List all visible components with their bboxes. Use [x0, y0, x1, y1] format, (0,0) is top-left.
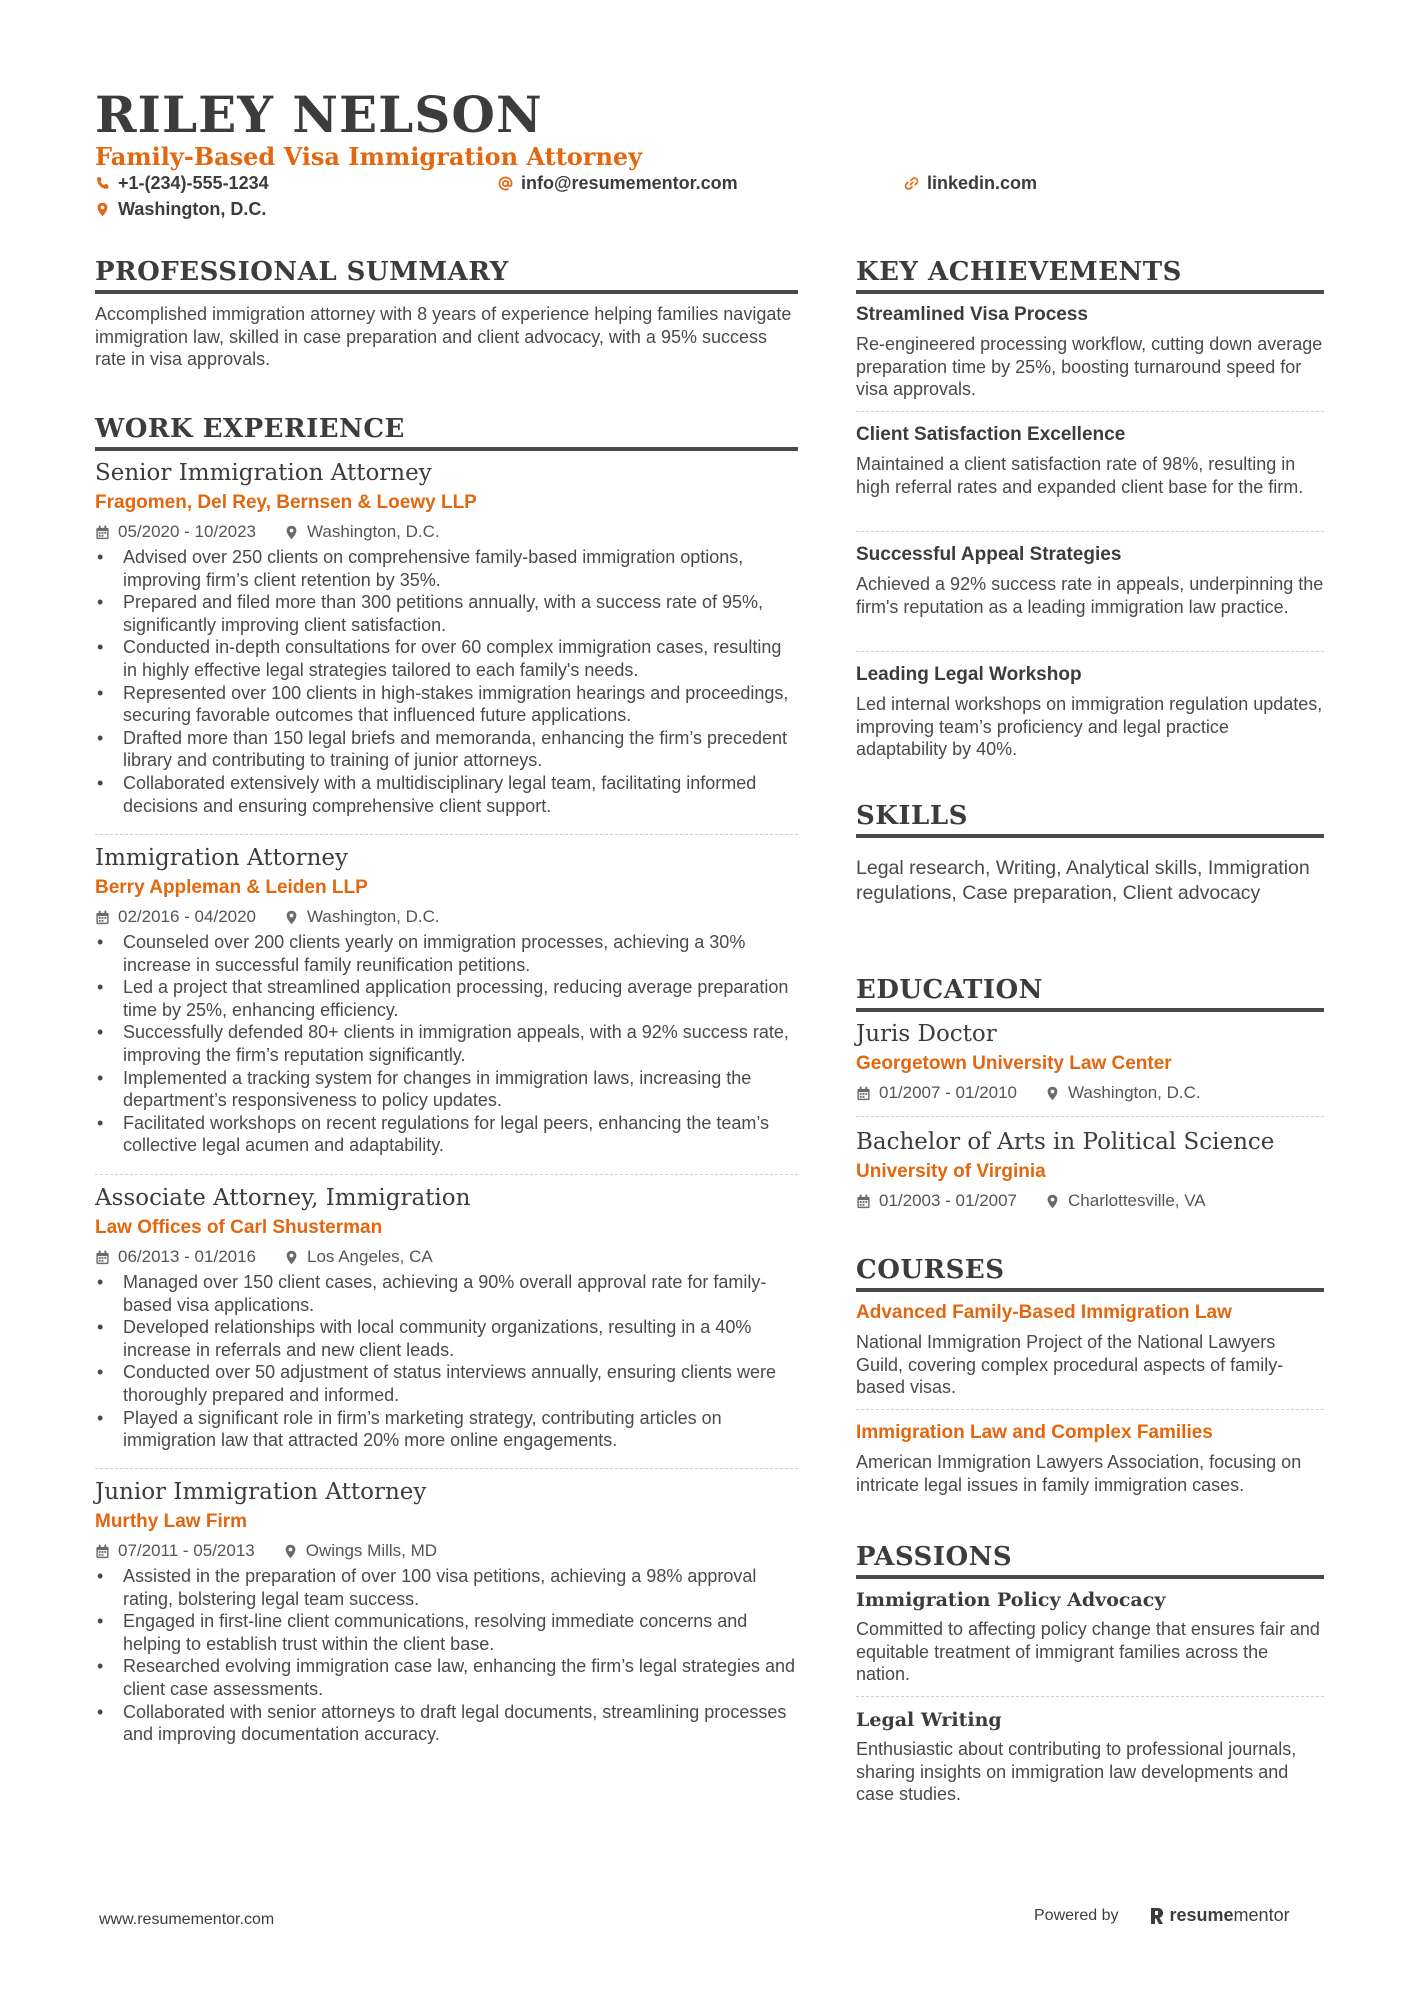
phone-text: +1-(234)-555-1234 [118, 173, 269, 193]
at-icon [498, 176, 513, 191]
job-bullets [95, 546, 798, 817]
divider [856, 1696, 1324, 1697]
link-icon [904, 176, 919, 191]
bullet-item: • Collaborated extensively with a multidisciplinary legal team, facilitating informed decisions and ensuring comprehensive client support. [95, 772, 798, 817]
company-name: Berry Appleman & Leiden LLP [95, 877, 368, 898]
calendar-icon [95, 525, 110, 540]
footer-website[interactable]: www.resumementor.com [99, 1911, 275, 1928]
job-title: Junior Immigration Attorney [95, 1479, 427, 1505]
contact-linkedin[interactable] [904, 172, 1037, 194]
passion-title: Immigration Policy Advocacy [856, 1589, 1166, 1611]
education-meta [856, 1082, 1324, 1104]
company-name: Murthy Law Firm [95, 1511, 248, 1532]
job-dates: 02/2016 - 04/2020 [118, 907, 257, 926]
achievement-title: Leading Legal Workshop [856, 664, 1082, 685]
divider [95, 1468, 798, 1469]
job-location: Owings Mills, MD [305, 1541, 438, 1560]
divider [856, 411, 1324, 412]
achievement-item [856, 663, 1324, 761]
passion-item [856, 1708, 1324, 1806]
resumementor-logo-icon [1149, 1906, 1165, 1926]
summary-heading: PROFESSIONAL SUMMARY [95, 256, 798, 294]
job-bullets [95, 931, 798, 1157]
job-bullets [95, 1565, 798, 1746]
course-desc: National Immigration Project of the National Lawyers Guild, covering complex procedural aspects of family-based visas. [856, 1332, 1284, 1398]
education-location: Washington, D.C. [1068, 1083, 1201, 1102]
logo-text-bold: resume [1169, 1905, 1234, 1925]
achievement-title: Streamlined Visa Process [856, 304, 1088, 325]
bullet-item: • Successfully defended 80+ clients in immigration appeals, with a 92% success rate, improving the firm’s reputation significantly. [95, 1021, 798, 1066]
education-meta [856, 1190, 1324, 1212]
location-pin-icon [95, 202, 110, 217]
job-entry [95, 1184, 798, 1452]
skills-heading: SKILLS [856, 800, 1324, 838]
candidate-headline: Family-Based Visa Immigration Attorney [95, 142, 643, 171]
bullet-item: • Played a significant role in firm’s marketing strategy, contributing articles on immigration law that attracted 20% more online engagements. [95, 1407, 798, 1452]
job-dates: 07/2011 - 05/2013 [118, 1541, 255, 1560]
job-meta [95, 1540, 798, 1562]
achievements-heading: KEY ACHIEVEMENTS [856, 256, 1324, 294]
passions-heading: PASSIONS [856, 1541, 1324, 1579]
calendar-icon [95, 910, 110, 925]
divider [856, 531, 1324, 532]
company-name: Law Offices of Carl Shusterman [95, 1217, 383, 1238]
passion-item [856, 1588, 1324, 1686]
course-item [856, 1301, 1324, 1399]
education-dates: 01/2007 - 01/2010 [879, 1083, 1018, 1102]
location-pin-icon [1045, 1194, 1060, 1209]
job-title: Associate Attorney, Immigration [95, 1185, 471, 1211]
achievement-title: Client Satisfaction Excellence [856, 424, 1126, 445]
calendar-icon [95, 1544, 110, 1559]
location-pin-icon [283, 1544, 298, 1559]
bullet-item: • Engaged in first-line client communications, resolving immediate concerns and helping to establish trust within the client base. [95, 1610, 798, 1655]
location-pin-icon [1045, 1086, 1060, 1101]
degree-title: Bachelor of Arts in Political Science [856, 1129, 1275, 1155]
contact-location [95, 198, 266, 220]
courses-heading: COURSES [856, 1254, 1324, 1292]
calendar-icon [95, 1250, 110, 1265]
company-name: Fragomen, Del Rey, Bernsen & Loewy LLP [95, 492, 477, 513]
linkedin-text: linkedin.com [927, 173, 1038, 193]
contact-phone[interactable] [95, 172, 269, 194]
divider [95, 1174, 798, 1175]
achievement-item [856, 303, 1324, 401]
course-title: Immigration Law and Complex Families [856, 1422, 1213, 1443]
job-dates: 06/2013 - 01/2016 [118, 1247, 257, 1266]
bullet-item: • Collaborated with senior attorneys to draft legal documents, streamlining processes and improving documentation accuracy. [95, 1701, 798, 1746]
achievement-desc: Led internal workshops on immigration regulation updates, improving team’s proficiency and legal practice adaptability by 40%. [856, 694, 1323, 760]
job-meta [95, 521, 798, 543]
education-heading: EDUCATION [856, 974, 1324, 1012]
passion-desc: Enthusiastic about contributing to professional journals, sharing insights on immigration law developments and case studies. [856, 1739, 1297, 1805]
job-dates: 05/2020 - 10/2023 [118, 522, 257, 541]
job-entry [95, 459, 798, 817]
bullet-item: • Assisted in the preparation of over 100 visa petitions, achieving a 98% approval rating, bolstering legal team success. [95, 1565, 798, 1610]
achievement-desc: Re-engineered processing workflow, cutting down average preparation time by 25%, boosting turnaround speed for visa approvals. [856, 334, 1323, 400]
summary-text: Accomplished immigration attorney with 8 years of experience helping families navigate immigration law, skilled in case preparation and client advocacy, with a 95% success rate in visa approvals. [95, 304, 792, 370]
course-title: Advanced Family-Based Immigration Law [856, 1302, 1232, 1323]
location-pin-icon [284, 1250, 299, 1265]
logo-text-light: mentor [1233, 1905, 1290, 1925]
job-meta [95, 1246, 798, 1268]
location-pin-icon [284, 910, 299, 925]
school-name: University of Virginia [856, 1161, 1046, 1182]
divider [856, 1409, 1324, 1410]
calendar-icon [856, 1086, 871, 1101]
job-location: Washington, D.C. [307, 522, 440, 541]
job-entry [95, 1478, 798, 1746]
resumementor-logo[interactable] [1149, 1905, 1290, 1926]
education-dates: 01/2003 - 01/2007 [879, 1191, 1018, 1210]
experience-heading: WORK EXPERIENCE [95, 413, 798, 451]
calendar-icon [856, 1194, 871, 1209]
job-location: Los Angeles, CA [307, 1247, 433, 1266]
bullet-item: • Facilitated workshops on recent regulations for legal peers, enhancing the team’s collective legal acumen and adaptability. [95, 1112, 798, 1157]
divider [95, 834, 798, 835]
course-item [856, 1421, 1324, 1496]
bullet-item: • Managed over 150 client cases, achieving a 90% overall approval rate for family-based visa applications. [95, 1271, 798, 1316]
candidate-name: RILEY NELSON [95, 85, 543, 144]
degree-title: Juris Doctor [856, 1021, 997, 1047]
passion-desc: Committed to affecting policy change that ensures fair and equitable treatment of immigrant families across the nation. [856, 1619, 1320, 1685]
divider [856, 651, 1324, 652]
bullet-item: • Advised over 250 clients on comprehensive family-based immigration options, improving firm’s client retention by 35%. [95, 546, 798, 591]
school-name: Georgetown University Law Center [856, 1053, 1172, 1074]
bullet-item: • Conducted in-depth consultations for over 60 complex immigration cases, resulting in highly effective legal strategies tailored to each family's needs. [95, 636, 798, 681]
bullet-item: • Led a project that streamlined application processing, reducing average preparation time by 25%, enhancing efficiency. [95, 976, 798, 1021]
achievement-desc: Achieved a 92% success rate in appeals, underpinning the firm's reputation as a leading immigration law practice. [856, 574, 1324, 617]
job-location: Washington, D.C. [307, 907, 440, 926]
divider [856, 1116, 1324, 1117]
contact-email[interactable] [498, 172, 738, 194]
bullet-item: • Developed relationships with local community organizations, resulting in a 40% increase in referrals and new client leads. [95, 1316, 798, 1361]
job-bullets [95, 1271, 798, 1452]
education-location: Charlottesville, VA [1068, 1191, 1206, 1210]
bullet-item: • Researched evolving immigration case law, enhancing the firm’s legal strategies and client case assessments. [95, 1655, 798, 1700]
powered-by-text: Powered by [1034, 1906, 1119, 1924]
achievement-item [856, 543, 1324, 618]
bullet-item: • Prepared and filed more than 300 petitions annually, with a success rate of 95%, significantly improving client satisfaction. [95, 591, 798, 636]
email-text: info@resumementor.com [521, 173, 738, 193]
course-desc: American Immigration Lawyers Association, focusing on intricate legal issues in family immigration cases. [856, 1452, 1302, 1495]
job-entry [95, 844, 798, 1157]
job-title: Senior Immigration Attorney [95, 460, 432, 486]
achievement-title: Successful Appeal Strategies [856, 544, 1122, 565]
achievement-item [856, 423, 1324, 498]
bullet-item: • Conducted over 50 adjustment of status interviews annually, ensuring clients were thoroughly prepared and informed. [95, 1361, 798, 1406]
education-item [856, 1128, 1324, 1212]
passion-title: Legal Writing [856, 1709, 1002, 1731]
phone-icon [95, 176, 110, 191]
skills-text: Legal research, Writing, Analytical skills, Immigration regulations, Case preparation, Client advocacy [856, 857, 1310, 904]
bullet-item: • Drafted more than 150 legal briefs and memoranda, enhancing the firm’s precedent library and contributing to training of junior attorneys. [95, 727, 798, 772]
job-meta [95, 906, 798, 928]
footer-powered-by [1034, 1905, 1290, 1926]
bullet-item: • Represented over 100 clients in high-stakes immigration hearings and proceedings, securing favorable outcomes that influenced future applications. [95, 682, 798, 727]
education-item [856, 1020, 1324, 1104]
bullet-item: • Implemented a tracking system for changes in immigration laws, increasing the department’s responsiveness to policy updates. [95, 1067, 798, 1112]
location-text: Washington, D.C. [118, 199, 267, 219]
job-title: Immigration Attorney [95, 845, 349, 871]
achievement-desc: Maintained a client satisfaction rate of 98%, resulting in high referral rates and expanded client base for the firm. [856, 454, 1304, 497]
bullet-item: • Counseled over 200 clients yearly on immigration processes, achieving a 30% increase in successful family reunification petitions. [95, 931, 798, 976]
location-pin-icon [284, 525, 299, 540]
